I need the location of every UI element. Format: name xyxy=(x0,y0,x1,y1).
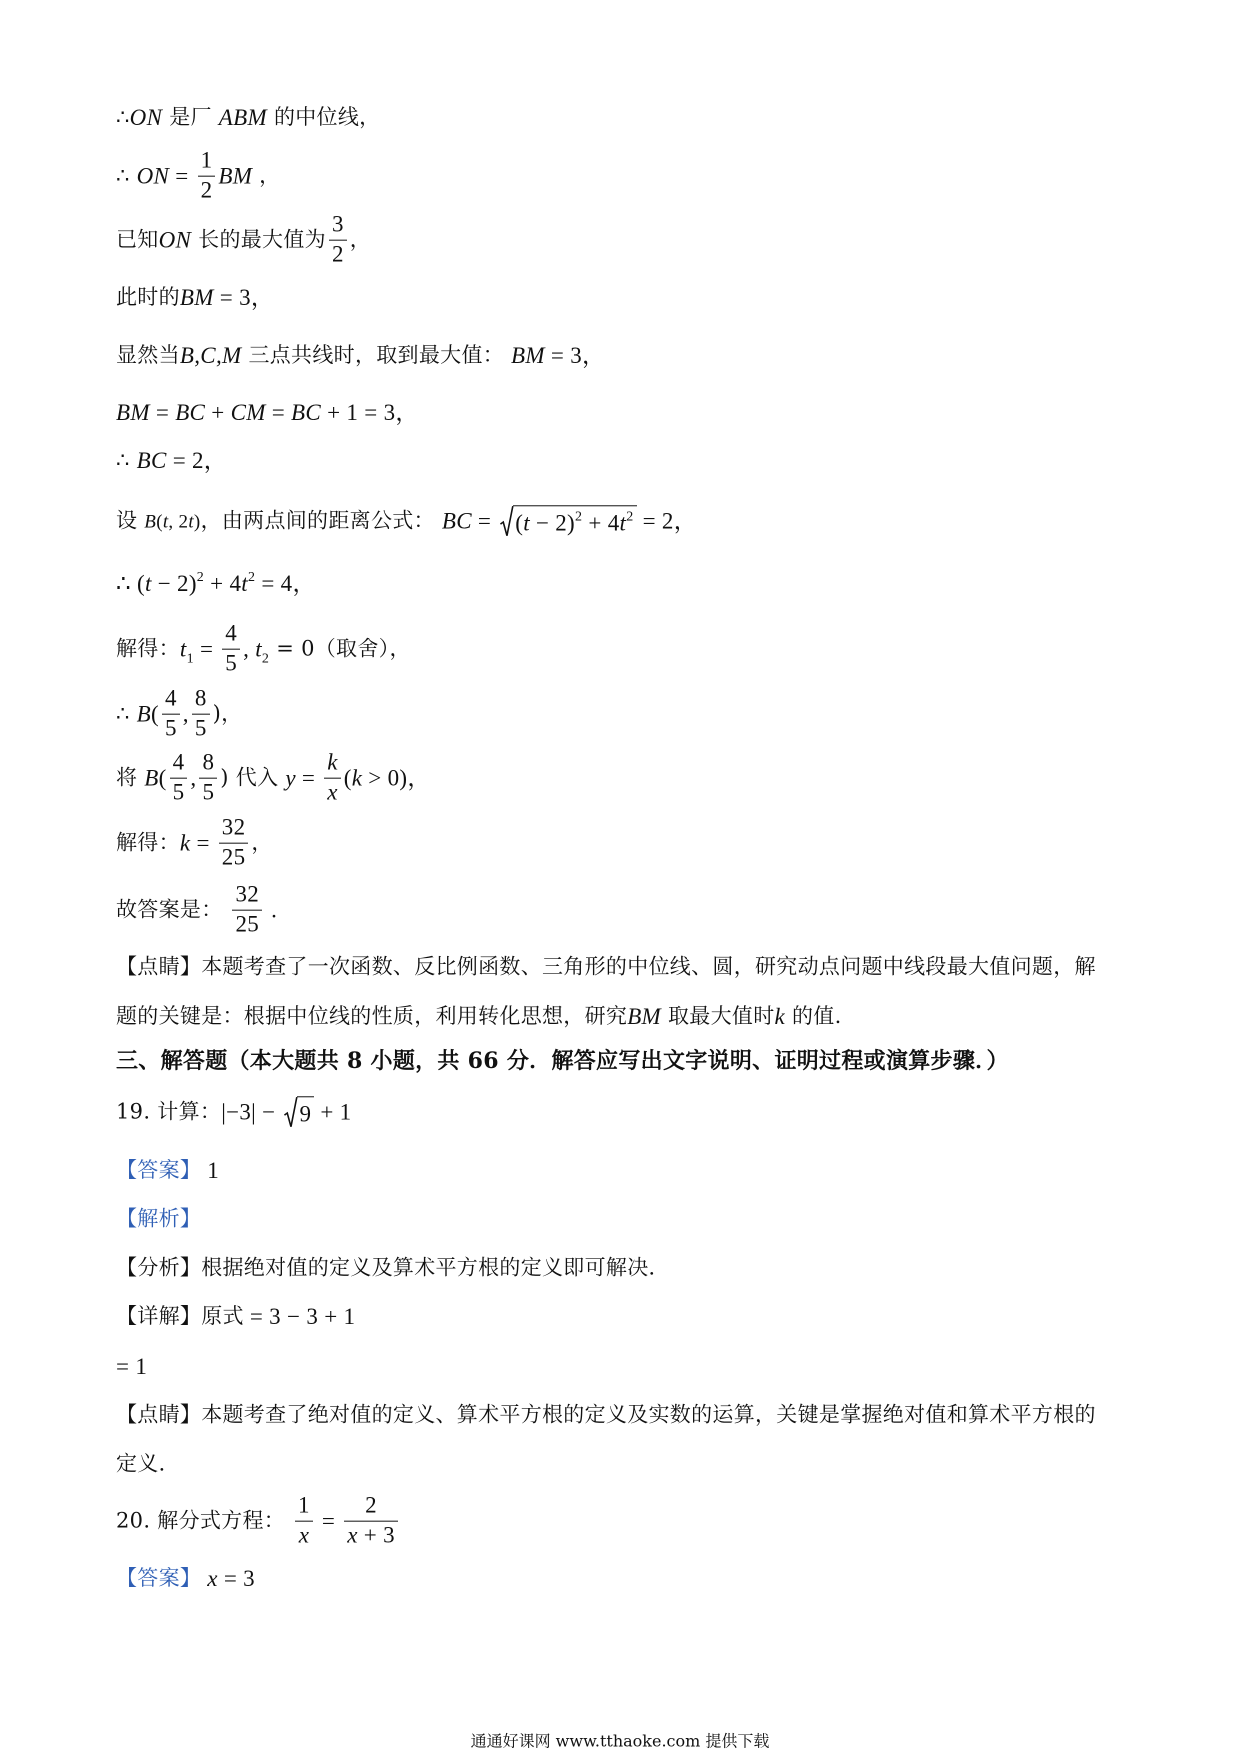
text-segment: = 0（取舍）， xyxy=(269,636,411,661)
math-var: k xyxy=(774,1004,786,1030)
math-var: t xyxy=(144,571,152,597)
math-var: BC xyxy=(175,400,206,426)
fraction-numerator: 4 xyxy=(162,687,180,715)
math-text: = xyxy=(265,400,292,426)
fraction-numerator: 8 xyxy=(192,687,210,715)
fraction xyxy=(329,213,347,268)
fraction-denominator: x xyxy=(298,1522,310,1548)
text-segment: )， xyxy=(212,701,243,726)
math-var: BM xyxy=(179,285,214,311)
text-segment: ) 代入 xyxy=(220,765,286,790)
fraction-numerator: 32 xyxy=(232,883,262,911)
math-var: BC xyxy=(291,400,322,426)
exponent: 2 xyxy=(196,570,205,586)
analysis-text: 【分析】根据绝对值的定义及算术平方根的定义即可解决． xyxy=(116,1255,670,1280)
math-var: t xyxy=(162,511,169,533)
comment-text: 定义． xyxy=(116,1451,180,1476)
math-var: ON xyxy=(158,227,192,253)
solution-line xyxy=(116,104,380,132)
answer-value: 1 xyxy=(201,1158,220,1184)
text-segment: 已知 xyxy=(116,227,159,252)
math-text: + 1 xyxy=(314,1099,352,1125)
math-var: k xyxy=(351,765,363,791)
exponent: 2 xyxy=(575,509,583,525)
math-text: = xyxy=(471,508,498,534)
solution-line xyxy=(116,149,280,204)
square-root xyxy=(500,505,636,536)
math-var: BC xyxy=(441,508,472,534)
math-text: = xyxy=(169,163,195,189)
math-text: , xyxy=(243,636,256,662)
math-text: 9 xyxy=(299,1101,312,1127)
math-var: ON xyxy=(136,163,170,189)
math-text: + 4 xyxy=(582,510,620,536)
section-heading-text: 三、解答题（本大题共 8 小题，共 66 分．解答应写出文字说明、证明过程或演算步骤．） xyxy=(116,1047,1009,1074)
question-19 xyxy=(116,1096,351,1127)
fraction xyxy=(232,883,262,938)
solution-line xyxy=(116,1003,842,1031)
math-text: ) xyxy=(193,511,201,533)
solution-line xyxy=(116,399,419,427)
therefore-symbol: ∴ xyxy=(116,448,137,473)
math-var: BM xyxy=(116,400,150,426)
solution-line xyxy=(116,284,274,312)
fraction-denominator: 5 xyxy=(164,715,177,741)
text-segment: 的值. xyxy=(785,1004,842,1029)
analysis-line xyxy=(116,1255,670,1280)
math-var: y xyxy=(285,765,296,791)
math-var: B,C,M xyxy=(179,343,242,369)
text-segment: 此时的 xyxy=(116,285,180,310)
comment-line xyxy=(116,1402,1096,1427)
analysis-heading xyxy=(116,1206,201,1231)
fraction-denominator: x xyxy=(327,779,338,805)
subscripted-var xyxy=(255,635,270,667)
question-label: 20. 解分式方程： xyxy=(116,1508,293,1533)
math-text: ( xyxy=(156,511,163,533)
math-var: CM xyxy=(230,400,266,426)
fraction-numerator: 3 xyxy=(329,213,347,241)
comment-text: 【点睛】本题考查了绝对值的定义、算术平方根的定义及实数的运算，关键是掌握绝对值和算术平方根的 xyxy=(116,1402,1096,1427)
math-text: ( xyxy=(343,765,352,791)
text-segment: 将 xyxy=(116,765,145,790)
question-label: 19. 计算： xyxy=(116,1099,222,1124)
fraction-numerator: 2 xyxy=(344,1494,398,1522)
radical-sign-icon xyxy=(500,505,513,536)
math-var: ON xyxy=(129,105,163,131)
fraction-denominator xyxy=(344,1522,398,1549)
therefore-symbol: ∴ xyxy=(116,163,137,188)
fraction xyxy=(198,149,216,204)
math-var: BM xyxy=(627,1004,662,1030)
math-text: = xyxy=(149,400,176,426)
fraction xyxy=(162,687,180,742)
analysis-tag: 【解析】 xyxy=(116,1206,202,1231)
math-text: ∴ ( xyxy=(116,571,145,597)
math-text: = 2， xyxy=(636,508,698,534)
absolute-value: |−3| xyxy=(221,1099,257,1125)
text-segment: 长的最大值为 xyxy=(191,227,326,252)
text-segment: 题的关键是：根据中位线的性质，利用转化思想，研究 xyxy=(116,1004,628,1029)
fraction-denominator: 25 xyxy=(235,911,260,937)
equation xyxy=(116,570,316,598)
math-var: t xyxy=(188,511,194,533)
math-var: B xyxy=(144,765,159,791)
page-footer: 通通好课网 www.tthaoke.com 提供下载 xyxy=(470,1731,770,1751)
math-text: = 2， xyxy=(166,448,228,474)
solution-line xyxy=(116,954,1096,979)
solution-line xyxy=(116,342,605,370)
text-segment: ， xyxy=(251,830,273,855)
math-text: = 3 − 3 + 1 xyxy=(243,1304,356,1330)
math-text: − xyxy=(256,1099,282,1125)
point-b-expression xyxy=(144,508,200,534)
math-text: − 2) xyxy=(529,510,576,536)
answer-19 xyxy=(116,1157,219,1185)
text-segment: 解得： xyxy=(116,830,180,855)
fraction-numerator: k xyxy=(324,751,341,779)
therefore-symbol: ∴ xyxy=(116,105,130,130)
math-var: t xyxy=(241,571,248,597)
math-text: = xyxy=(295,765,322,791)
math-var: BC xyxy=(136,448,167,474)
fraction xyxy=(199,751,217,806)
math-var: t xyxy=(255,636,262,662)
fraction xyxy=(222,622,240,677)
math-var: x xyxy=(201,1566,218,1592)
answer-tag: 【答案】 xyxy=(116,1566,202,1591)
comment-text: 【点睛】本题考查了一次函数、反比例函数、三角形的中位线、圆，研究动点问题中线段最大值问题，解 xyxy=(116,954,1096,979)
math-var: BM xyxy=(218,163,253,189)
fraction-denominator: 25 xyxy=(221,844,246,870)
math-text: = xyxy=(315,1508,342,1534)
math-var: BM xyxy=(511,343,545,369)
section-heading xyxy=(116,1048,1009,1074)
text-segment: 取最大值时 xyxy=(661,1004,775,1029)
fraction-denominator: 2 xyxy=(200,177,213,203)
math-text: , xyxy=(190,765,197,791)
text-segment: 故答案是： xyxy=(116,897,230,922)
detail-result-line xyxy=(116,1353,147,1381)
solution-line xyxy=(116,751,431,806)
answer-tag: 【答案】 xyxy=(116,1158,202,1183)
math-text: . xyxy=(265,897,278,923)
fraction-numerator: 4 xyxy=(222,622,240,650)
math-text: = 3 xyxy=(217,1566,255,1592)
fraction xyxy=(170,751,188,806)
math-text: + xyxy=(205,400,231,426)
subscripted-var xyxy=(179,635,194,667)
math-text: − 2) xyxy=(151,571,197,597)
math-text: = xyxy=(190,830,216,856)
math-text: ( xyxy=(158,765,167,791)
radicand xyxy=(513,505,636,536)
math-text: = 1 xyxy=(116,1354,148,1380)
solution-line xyxy=(116,570,316,598)
therefore-symbol: ∴ xyxy=(116,701,137,726)
text-segment: 显然当 xyxy=(116,343,180,368)
solution-line xyxy=(116,622,411,677)
square-root xyxy=(284,1096,314,1127)
text-segment: 设 xyxy=(116,508,145,533)
exponent: 2 xyxy=(247,570,256,586)
detail-line xyxy=(116,1303,355,1331)
radicand xyxy=(297,1096,314,1127)
math-text: = 4， xyxy=(255,571,316,597)
fraction-denominator: 2 xyxy=(331,241,344,267)
fraction xyxy=(219,816,249,871)
text-segment: 的中位线， xyxy=(266,105,381,130)
fraction-numerator: 1 xyxy=(295,1494,313,1522)
math-var: t xyxy=(179,636,187,662)
solution-line xyxy=(116,687,242,742)
math-text: ( xyxy=(515,510,524,536)
fraction-denominator: 5 xyxy=(225,650,238,676)
solution-line xyxy=(116,213,371,268)
radical-sign-icon xyxy=(284,1096,297,1127)
subscript: 2 xyxy=(261,651,270,667)
math-var: B xyxy=(136,701,151,727)
text-segment: 三点共线时，取到最大值： xyxy=(241,343,512,368)
math-var: k xyxy=(179,830,191,856)
fraction-numerator: 32 xyxy=(219,816,249,844)
math-var: t xyxy=(523,510,530,536)
answer-20 xyxy=(116,1565,255,1593)
fraction-numerator: 4 xyxy=(170,751,188,779)
text-segment: ，由两点间的距离公式： xyxy=(200,508,442,533)
solution-line xyxy=(116,505,697,536)
fraction-denominator: 5 xyxy=(202,779,215,805)
detail-text: 【详解】原式 xyxy=(116,1304,244,1329)
math-text: + 1 = 3， xyxy=(321,400,419,426)
math-var: B xyxy=(144,511,157,533)
fraction-numerator: 8 xyxy=(199,751,217,779)
comment-line xyxy=(116,1451,180,1476)
fraction-numerator: 1 xyxy=(198,149,216,177)
fraction xyxy=(324,751,341,806)
text-segment: ， xyxy=(349,227,372,252)
exponent: 2 xyxy=(626,509,634,525)
math-text: = xyxy=(193,636,220,662)
text-segment: ， xyxy=(252,163,281,188)
math-text: , 2 xyxy=(168,511,189,533)
math-text: = 3， xyxy=(213,285,275,311)
text-segment: 解得： xyxy=(116,636,180,661)
fraction xyxy=(192,687,210,742)
solution-line xyxy=(116,883,277,938)
math-var: t xyxy=(619,510,627,536)
math-var: ABM xyxy=(218,105,267,131)
math-var: x xyxy=(347,1522,358,1548)
fraction-denominator: 5 xyxy=(172,779,185,805)
math-text: ( xyxy=(151,701,159,727)
solution-line xyxy=(116,447,227,475)
math-text: , xyxy=(182,701,189,727)
fraction xyxy=(344,1494,398,1549)
subscript: 1 xyxy=(186,651,194,667)
math-text: > 0)， xyxy=(362,765,431,791)
fraction-denominator: 5 xyxy=(194,715,207,741)
math-text: = 3， xyxy=(544,343,606,369)
solution-line xyxy=(116,816,273,871)
question-20 xyxy=(116,1494,401,1549)
text-segment: 是厂 xyxy=(162,105,219,130)
math-text: + 4 xyxy=(204,571,242,597)
math-text: + 3 xyxy=(357,1522,395,1548)
fraction xyxy=(295,1494,313,1549)
